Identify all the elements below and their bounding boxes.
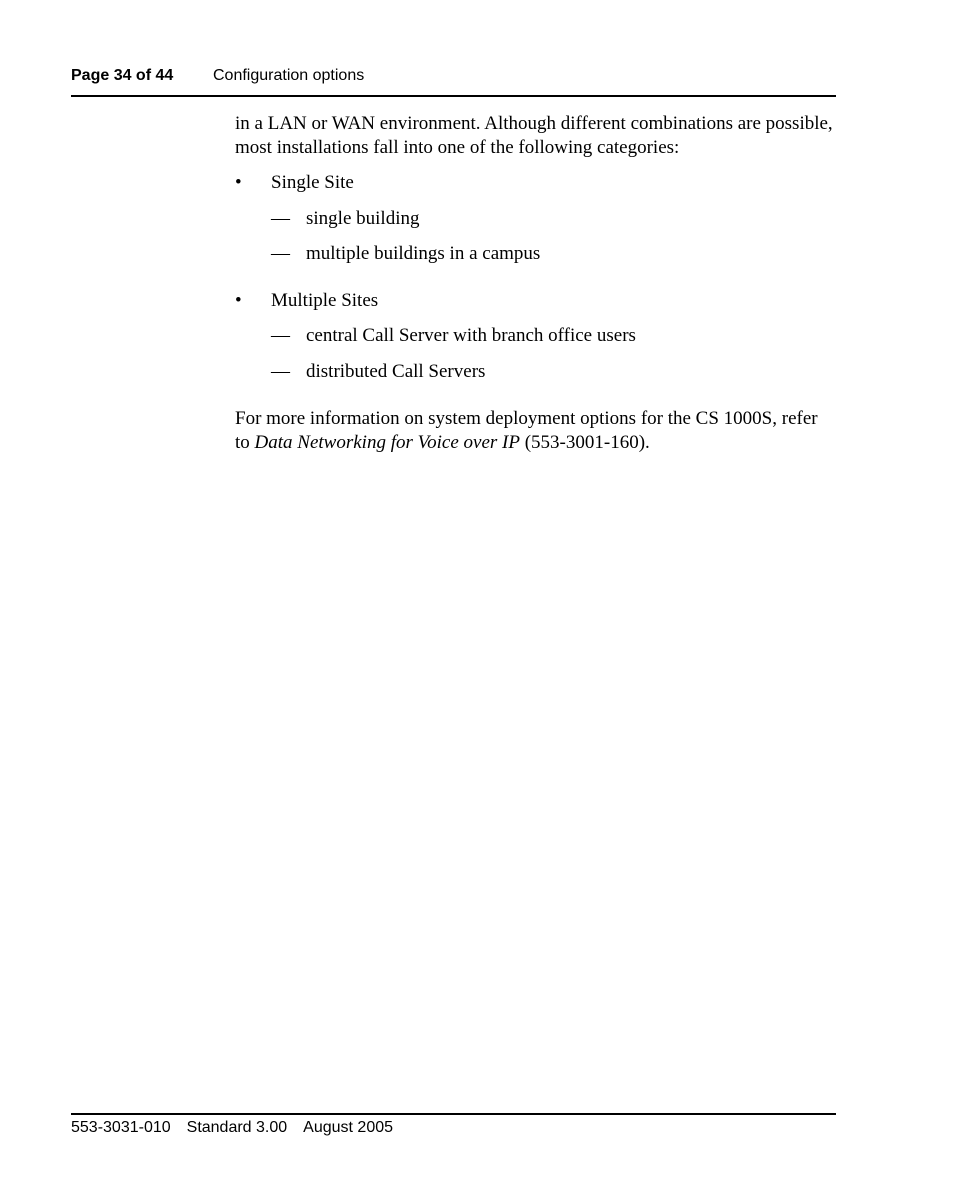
document-number: 553-3031-010 <box>71 1119 171 1136</box>
reference-paragraph <box>235 407 835 454</box>
referenced-document-title: Data Networking for Voice over IP <box>254 431 520 453</box>
reference-text-before: For more information on system deployment options for the CS 1000S, refer to <box>235 408 818 453</box>
publication-date: August 2005 <box>303 1119 394 1136</box>
sub-item-distributed-call-servers <box>271 360 485 383</box>
bullet-label: Multiple Sites <box>271 290 379 311</box>
footer-rule <box>71 1113 836 1115</box>
intro-paragraph: in a LAN or WAN environment. Although different combinations are possible, most installations fall into one of the following categories: <box>235 113 833 158</box>
sub-item-multiple-buildings <box>271 242 540 265</box>
bullet-glyph: • <box>235 172 242 193</box>
sub-item-single-building <box>271 207 419 230</box>
page-footer <box>71 1118 393 1138</box>
bullet-label: Single Site <box>271 172 354 193</box>
sub-item-central-call-server <box>271 324 636 347</box>
dash-glyph: — <box>271 243 290 264</box>
sub-item-label: multiple buildings in a campus <box>306 243 541 264</box>
reference-text-after: (553-3001-160). <box>519 431 650 453</box>
page-number: Page 34 of 44 <box>71 67 174 84</box>
sub-item-label: distributed Call Servers <box>306 361 486 382</box>
dash-glyph: — <box>271 325 290 346</box>
standard-version: Standard 3.00 <box>186 1119 288 1136</box>
bullet-single-site <box>235 171 354 194</box>
header-rule <box>71 95 836 97</box>
section-title: Configuration options <box>213 67 365 84</box>
sub-item-label: single building <box>306 208 420 229</box>
dash-glyph: — <box>271 208 290 229</box>
sub-item-label: central Call Server with branch office users <box>306 325 636 346</box>
dash-glyph: — <box>271 361 290 382</box>
bullet-multiple-sites <box>235 289 378 312</box>
bullet-glyph: • <box>235 290 242 311</box>
page-header <box>71 66 364 86</box>
